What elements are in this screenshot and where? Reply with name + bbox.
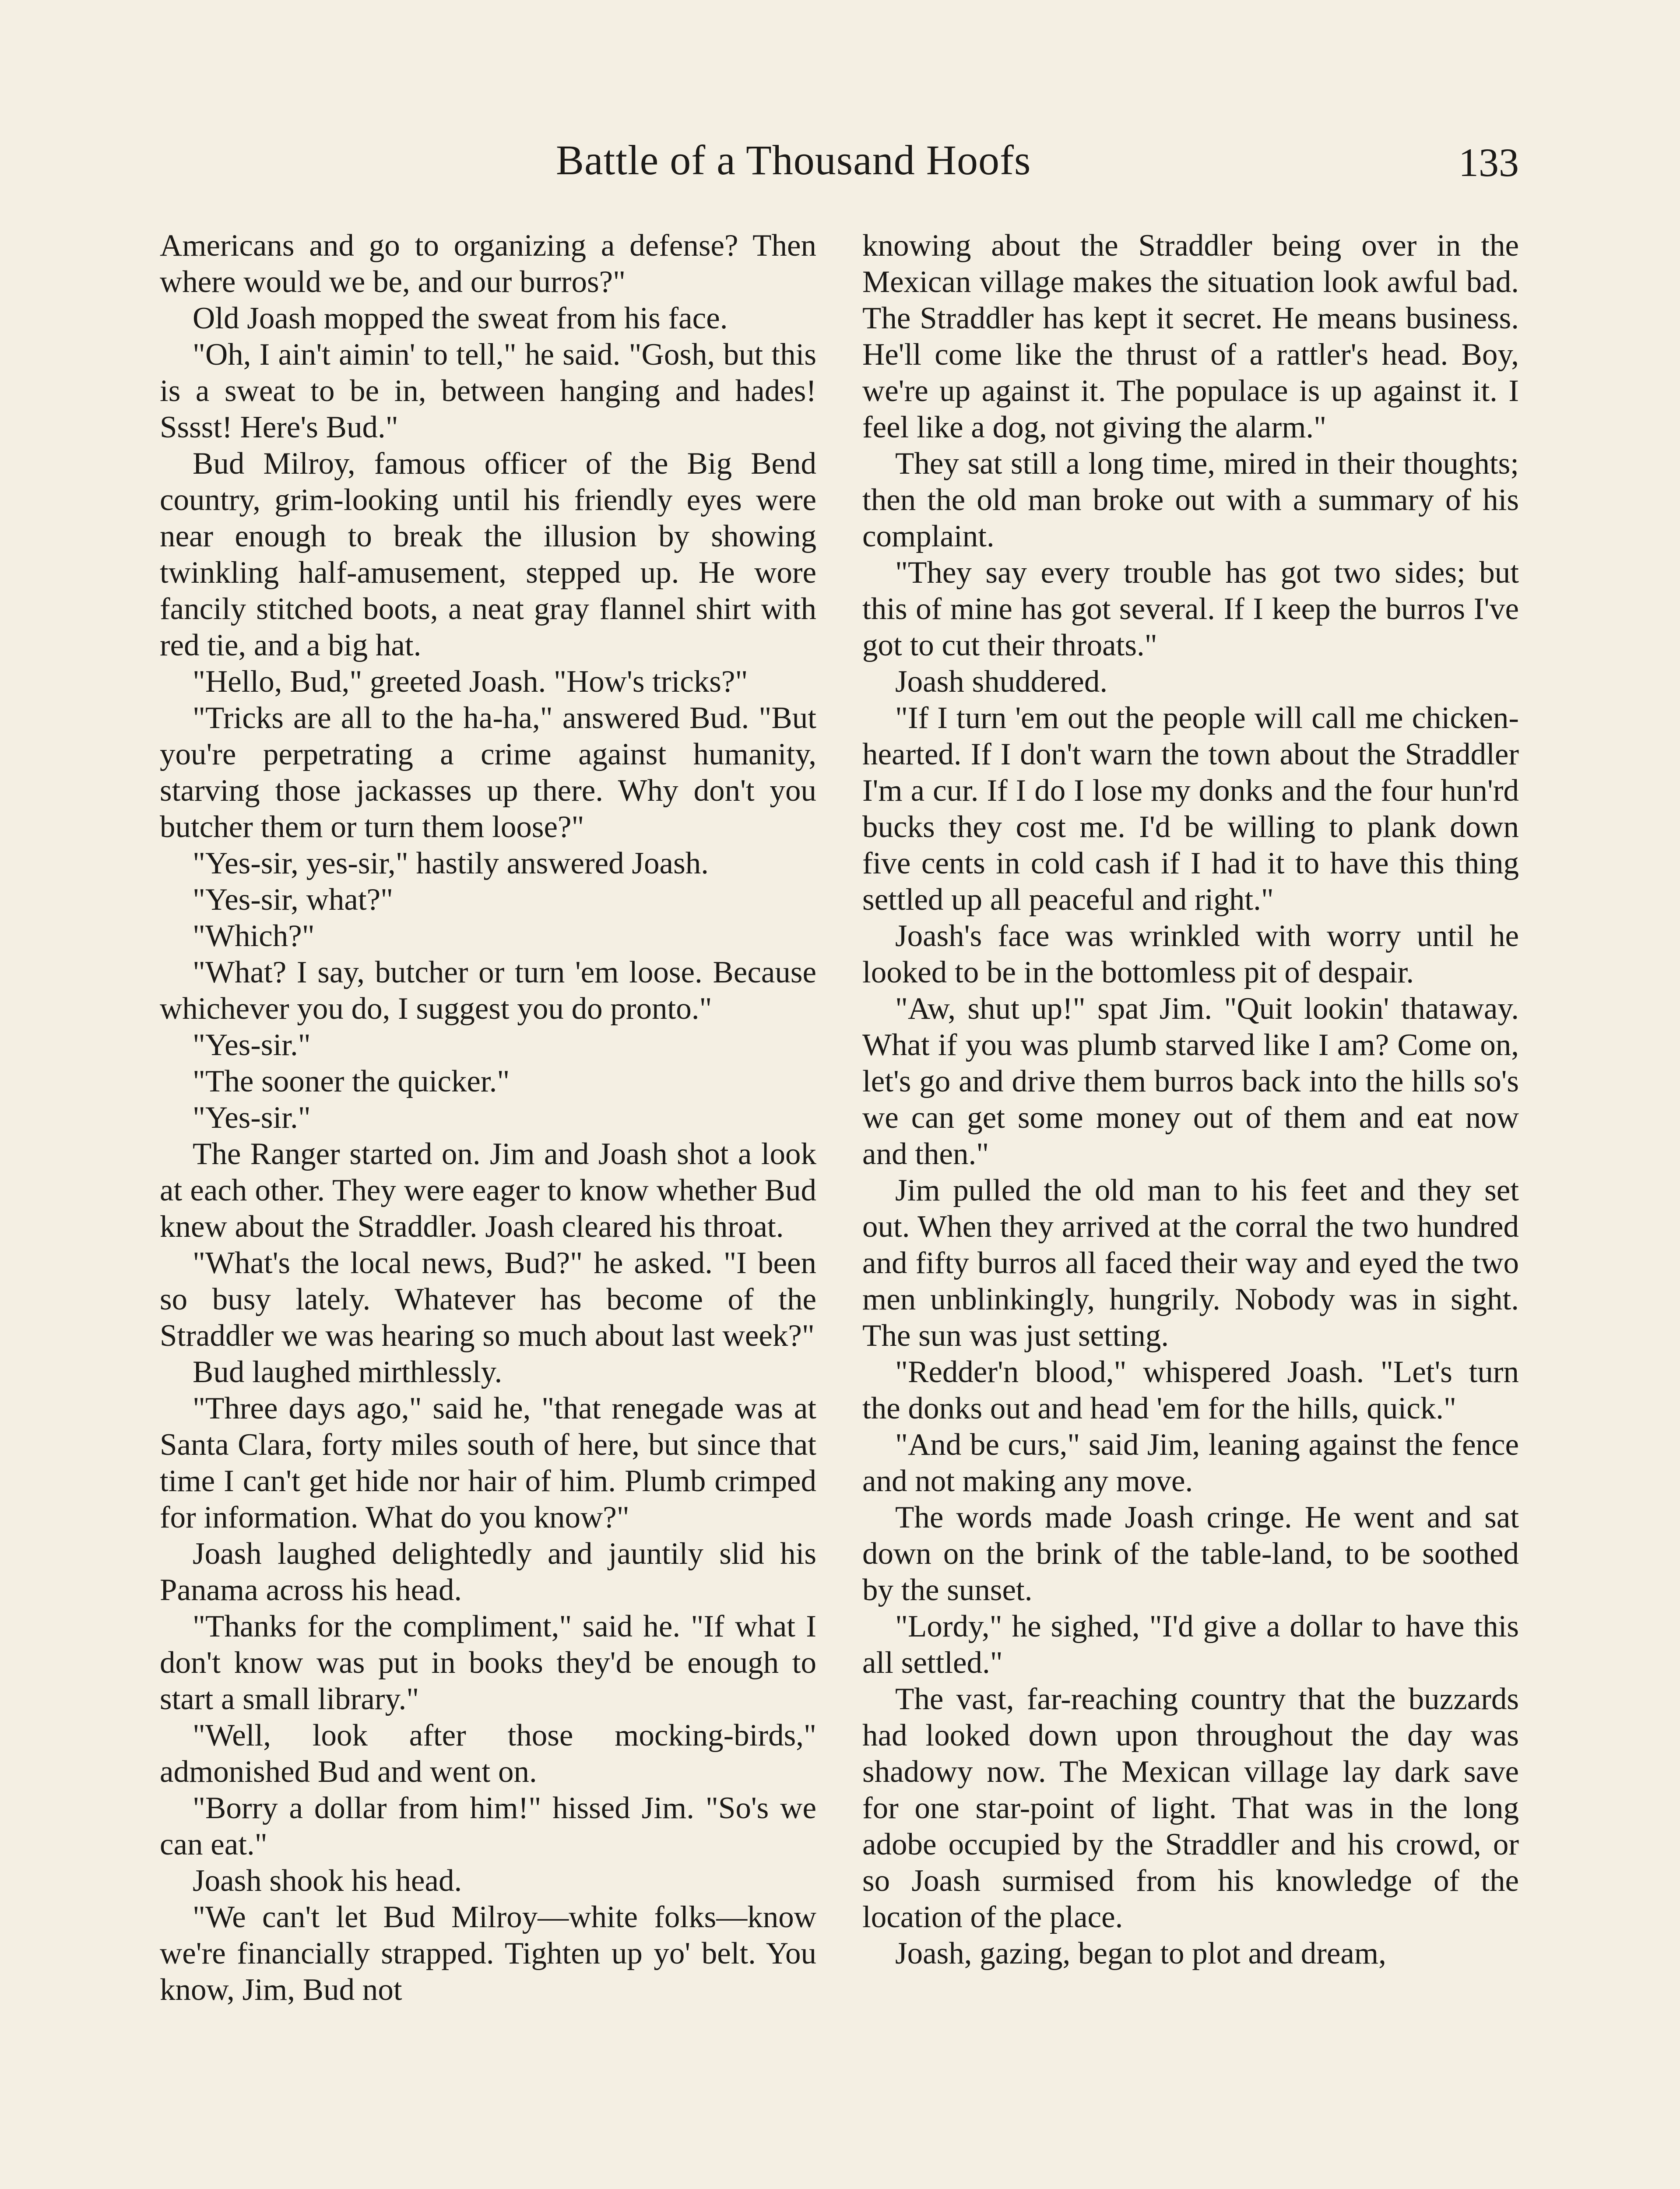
right-column	[862, 228, 1519, 1972]
paragraph: "Lordy," he sighed, "I'd give a dollar to have this all settled."	[862, 1609, 1519, 1680]
paragraph: "Oh, I ain't aimin' to tell," he said. "Gosh, but this is a sweat to be in, between hanging and hades! Sssst! Here's Bud."	[160, 338, 816, 444]
page-header	[162, 131, 1519, 193]
paragraph: "Tricks are all to the ha-ha," answered Bud. "But you're perpetrating a crime against humanity, starving those jackasses up there. Why don't you butcher them or turn them loose?"	[160, 701, 816, 844]
paragraph: "What's the local news, Bud?" he asked. "I been so busy lately. Whatever has become of the Straddler we was hearing so much about last week?"	[160, 1246, 816, 1353]
paragraph: "Yes-sir."	[193, 1028, 311, 1062]
paragraph: "They say every trouble has got two sides; but this of mine has got several. If I keep the burros I've got to cut their throats."	[862, 556, 1519, 662]
paragraph: Joash shook his head.	[193, 1864, 462, 1898]
page-number: 133	[1459, 140, 1519, 185]
paragraph: Jim pulled the old man to his feet and they set out. When they arrived at the corral the two hundred and fifty burros all faced their way and eyed the two men unblinkingly, hungrily. Nobody was in sight. The sun was just setting.	[862, 1173, 1519, 1353]
paragraph: Joash, gazing, began to plot and dream,	[895, 1936, 1386, 1971]
paragraph: "Three days ago," said he, "that renegade was at Santa Clara, forty miles south of here, but since that time I can't get hide nor hair of him. Plumb crimped for information. What do you know?"	[160, 1391, 816, 1534]
paragraph: "Yes-sir, what?"	[193, 883, 394, 917]
paragraph: "Hello, Bud," greeted Joash. "How's tricks?"	[193, 665, 748, 699]
running-title: Battle of a Thousand Hoofs	[556, 137, 1031, 183]
paragraph: The Ranger started on. Jim and Joash shot a look at each other. They were eager to know whether Bud knew about the Straddler. Joash cleared his throat.	[160, 1137, 816, 1244]
paragraph: The vast, far-reaching country that the buzzards had looked down upon throughout the day was shadowy now. The Mexican village lay dark save for one star-point of light. That was in the long adobe occupied by the Straddler and his crowd, or so Joash surmised from his knowledge of the location of the place.	[862, 1682, 1519, 1934]
paragraph: Bud laughed mirthlessly.	[193, 1355, 503, 1389]
paragraph: Americans and go to organizing a defense? Then where would we be, and our burros?"	[160, 229, 816, 299]
paragraph: Bud Milroy, famous officer of the Big Bend country, grim-looking until his friendly eyes were near enough to break the illusion by showing twinkling half-amusement, stepped up. He wore fancily stitched boots, a neat gray flannel shirt with red tie, and a big hat.	[160, 447, 816, 662]
paragraph: "Borry a dollar from him!" hissed Jim. "So's we can eat."	[160, 1791, 816, 1862]
paragraph: Joash's face was wrinkled with worry until he looked to be in the bottomless pit of despair.	[862, 919, 1519, 989]
paragraph: They sat still a long time, mired in their thoughts; then the old man broke out with a summary of his complaint.	[862, 447, 1519, 553]
paragraph: "Yes-sir, yes-sir," hastily answered Joash.	[193, 846, 709, 880]
paragraph: Joash laughed delightedly and jauntily slid his Panama across his head.	[160, 1537, 816, 1607]
paragraph: "We can't let Bud Milroy—white folks—know we're financially strapped. Tighten up yo' belt. You know, Jim, Bud not	[160, 1900, 816, 2007]
paragraph: "Well, look after those mocking-birds," admonished Bud and went on.	[160, 1718, 816, 1789]
paragraph: knowing about the Straddler being over in the Mexican village makes the situation look awful bad. The Straddler has kept it secret. He means business. He'll come like the thrust of a rattler's head. Boy, we're up against it. The populace is up against it. I feel like a dog, not giving the alarm."	[862, 229, 1519, 444]
paragraph: Old Joash mopped the sweat from his face.	[193, 301, 728, 335]
paragraph: Joash shuddered.	[895, 665, 1108, 699]
paragraph: "What? I say, butcher or turn 'em loose. Because whichever you do, I suggest you do pronto."	[160, 955, 816, 1026]
paragraph: "Which?"	[193, 919, 315, 953]
paragraph: "The sooner the quicker."	[193, 1064, 510, 1098]
paragraph: "And be curs," said Jim, leaning against the fence and not making any move.	[862, 1428, 1519, 1498]
paragraph: "Redder'n blood," whispered Joash. "Let's turn the donks out and head 'em for the hills, quick."	[862, 1355, 1519, 1425]
left-column	[160, 228, 816, 2008]
paragraph: "Thanks for the compliment," said he. "If what I don't know was put in books they'd be enough to start a small library."	[160, 1609, 816, 1716]
paragraph: "Yes-sir."	[193, 1101, 311, 1135]
paragraph: "If I turn 'em out the people will call me chicken-hearted. If I don't warn the town about the Straddler I'm a cur. If I do I lose my donks and the four hun'rd bucks they cost me. I'd be willing to plank down five cents in cold cash if I had it to have this thing settled up all peaceful and right."	[862, 701, 1519, 917]
paragraph: "Aw, shut up!" spat Jim. "Quit lookin' thataway. What if you was plumb starved like I am? Come on, let's go and drive them burros back into the hills so's we can get some money out of them and eat now and then."	[862, 992, 1519, 1171]
paragraph: The words made Joash cringe. He went and sat down on the brink of the table-land, to be soothed by the sunset.	[862, 1500, 1519, 1607]
